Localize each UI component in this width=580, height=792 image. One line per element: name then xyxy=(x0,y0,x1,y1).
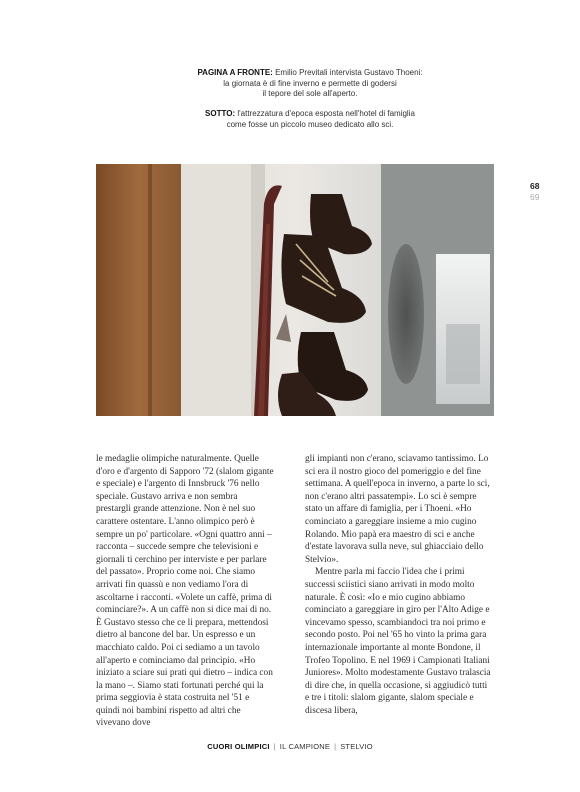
footer-section: CUORI OLIMPICI xyxy=(207,742,270,751)
caption-top-text-1: Emilio Previtali intervista Gustavo Thoeni: xyxy=(275,68,423,77)
caption-bottom-text-2: come fosse un piccolo museo dedicato allo sci. xyxy=(226,119,394,129)
page-footer xyxy=(0,742,580,751)
caption-top-text-2: la giornata è di fine inverno e permette di godersi xyxy=(223,78,397,88)
photo-vintage-ski-equipment xyxy=(96,164,494,416)
caption-top xyxy=(140,68,480,100)
article-paragraph: gli impianti non c'erano, sciavamo tantissimo. Lo sci era il nostro gioco del pomeriggio e del fine settimana. A quell'epoca in inverno, a parte lo sci, non c'erano altri passatempi». Lo sci è sempre stato un affare di famiglia, per i Thoeni. «Ho cominciato a gareggiare insieme a mio cugino Rolando. Mio papà era maestro di sci e anche d'estate lavorava sulla neve, sul ghiacciaio dello Stelvio». xyxy=(305,454,490,565)
caption-bottom xyxy=(140,109,480,130)
page-number-current: 68 xyxy=(530,181,540,191)
footer-separator: | xyxy=(334,742,337,751)
article-paragraph: le medaglie olimpiche naturalmente. Quelle d'oro e d'argento di Sapporo '72 (slalom gigante e speciale) e l'argento di Innsbruck '76 nello speciale. Gustavo arriva e non sembra prestargli grande attenzione. Non è nel suo carattere ostentare. L'anno olimpico però è sempre un po' particolare. «Ogni quattro anni – racconta – succede sempre che televisioni e giornali ti cerchino per interviste e per parlare del passato». Proprio come noi. Che siamo arrivati fin quassù e non vediamo l'ora di ascoltarne i racconti. «Volete un caffè, prima di cominciare?». A un caffè non si dice mai di no. È Gustavo stesso che ce li prepara, mettendosi dietro al bancone del bar. Un espresso e un macchiato caldo. Poi ci sediamo a un tavolo all'aperto e cominciamo dal principio. «Ho iniziato a sciare sui prati qui dietro – indica con la mano –. Siamo stati fortunati perché qui la prima seggiovia è stata costruita nel '51 e quindi noi bambini rispetto ad altri che vivevano dove xyxy=(96,454,274,729)
footer-separator: | xyxy=(273,742,276,751)
photo-wood-panel xyxy=(96,164,181,416)
photo-wall-column xyxy=(181,164,251,416)
caption-bottom-text-1: l'attrezzatura d'epoca esposta nell'hotel di famiglia xyxy=(237,109,415,118)
caption-top-text-3: il tepore del sole all'aperto. xyxy=(262,89,358,98)
article-column-2 xyxy=(305,453,493,717)
caption-top-label: PAGINA A FRONTE: xyxy=(197,68,273,77)
article-paragraph: Mentre parla mi faccio l'idea che i primi successi sciistici siano arrivati in modo molto naturale. È così: «Io e mio cugino abbiamo cominciato a gareggiare in giro per l'Alto Adige e vincevamo spesso, scambiandoci tra noi primo e secondo posto. Poi nel '65 ho vinto la prima gara internazionale importante al monte Bondone, il Trofeo Topolino. E nel 1969 i Campionati Italiani Juniores». Molto modestamente Gustavo tralascia di dire che, in quella occasione, si aggiudicò tutti e tre i titoli: slalom gigante, slalom speciale e discesa libera, xyxy=(305,567,491,716)
footer-part-3: STELVIO xyxy=(340,742,373,751)
caption-bottom-label: SOTTO: xyxy=(205,109,236,118)
article-column-1 xyxy=(96,453,274,730)
footer-part-2: IL CAMPIONE xyxy=(279,742,331,751)
page-numbers xyxy=(530,181,539,203)
page-number-other: 69 xyxy=(530,192,540,202)
